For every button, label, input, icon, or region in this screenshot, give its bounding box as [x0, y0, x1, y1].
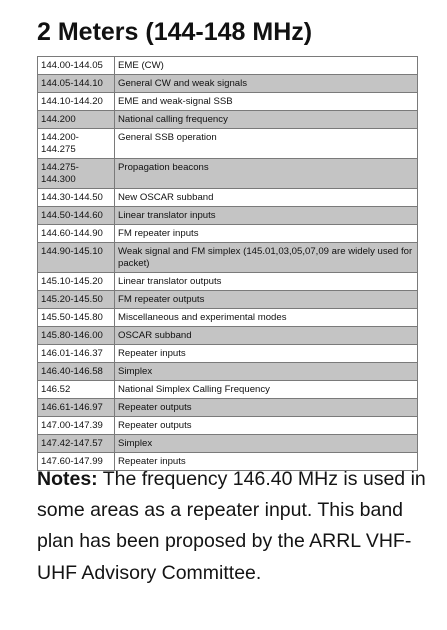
notes-paragraph [37, 464, 427, 589]
frequency-cell: 144.10-144.20 [38, 93, 115, 111]
table-row [38, 381, 418, 399]
usage-cell: Miscellaneous and experimental modes [115, 309, 418, 327]
usage-cell: Propagation beacons [115, 159, 418, 189]
frequency-cell: 145.20-145.50 [38, 291, 115, 309]
table-row [38, 75, 418, 93]
frequency-cell: 144.05-144.10 [38, 75, 115, 93]
table-row [38, 111, 418, 129]
table-row [38, 291, 418, 309]
frequency-cell: 145.50-145.80 [38, 309, 115, 327]
frequency-cell: 147.42-147.57 [38, 435, 115, 453]
table-row [38, 363, 418, 381]
frequency-cell: 144.90-145.10 [38, 243, 115, 273]
table-row [38, 243, 418, 273]
frequency-cell: 145.80-146.00 [38, 327, 115, 345]
page-title: 2 Meters (144-148 MHz) [37, 18, 313, 46]
notes-label: Notes: [37, 468, 98, 490]
usage-cell: OSCAR subband [115, 327, 418, 345]
usage-cell: General CW and weak signals [115, 75, 418, 93]
frequency-cell: 146.61-146.97 [38, 399, 115, 417]
table-row [38, 225, 418, 243]
frequency-cell: 146.40-146.58 [38, 363, 115, 381]
frequency-cell: 144.50-144.60 [38, 207, 115, 225]
frequency-cell: 147.00-147.39 [38, 417, 115, 435]
table-row [38, 93, 418, 111]
notes-text: The frequency 146.40 MHz is used in some areas as a repeater input. This band plan has been proposed by the ARRL VHF-UHF Advisory Committee. [37, 468, 426, 584]
band-plan-body [38, 57, 418, 471]
table-row [38, 57, 418, 75]
usage-cell: FM repeater outputs [115, 291, 418, 309]
usage-cell: Simplex [115, 363, 418, 381]
frequency-cell: 146.01-146.37 [38, 345, 115, 363]
table-row [38, 309, 418, 327]
table-row [38, 273, 418, 291]
usage-cell: FM repeater inputs [115, 225, 418, 243]
usage-cell: Linear translator outputs [115, 273, 418, 291]
usage-cell: Weak signal and FM simplex (145.01,03,05,07,09 are widely used for packet) [115, 243, 418, 273]
table-row [38, 345, 418, 363]
table-row [38, 417, 418, 435]
table-row [38, 435, 418, 453]
usage-cell: National Simplex Calling Frequency [115, 381, 418, 399]
usage-cell: Simplex [115, 435, 418, 453]
usage-cell: Repeater inputs [115, 345, 418, 363]
frequency-cell: 146.52 [38, 381, 115, 399]
table-row [38, 327, 418, 345]
usage-cell: General SSB operation [115, 129, 418, 159]
table-row [38, 207, 418, 225]
frequency-cell: 145.10-145.20 [38, 273, 115, 291]
usage-cell: Repeater outputs [115, 417, 418, 435]
table-row [38, 189, 418, 207]
usage-cell: EME (CW) [115, 57, 418, 75]
frequency-cell: 147.60-147.99 [38, 453, 115, 471]
frequency-cell: 144.60-144.90 [38, 225, 115, 243]
frequency-cell: 144.30-144.50 [38, 189, 115, 207]
band-plan-table [37, 56, 418, 471]
frequency-cell: 144.200 [38, 111, 115, 129]
usage-cell: Linear translator inputs [115, 207, 418, 225]
table-row [38, 159, 418, 189]
usage-cell: National calling frequency [115, 111, 418, 129]
frequency-cell: 144.200-144.275 [38, 129, 115, 159]
table-row [38, 399, 418, 417]
usage-cell: Repeater outputs [115, 399, 418, 417]
usage-cell: Repeater inputs [115, 453, 418, 471]
frequency-cell: 144.00-144.05 [38, 57, 115, 75]
frequency-cell: 144.275-144.300 [38, 159, 115, 189]
usage-cell: EME and weak-signal SSB [115, 93, 418, 111]
table-row [38, 129, 418, 159]
usage-cell: New OSCAR subband [115, 189, 418, 207]
